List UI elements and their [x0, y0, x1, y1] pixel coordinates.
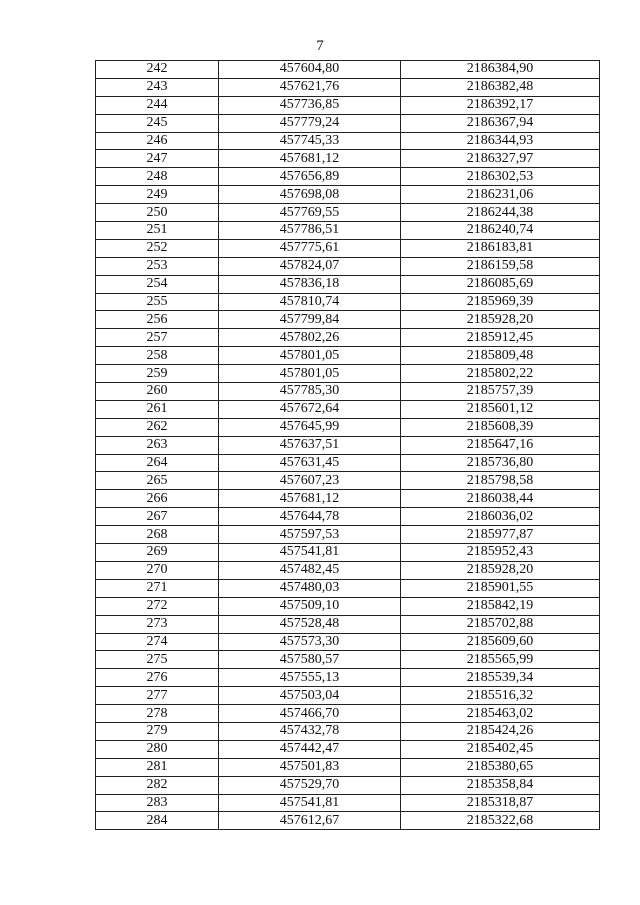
- x-coordinate-cell: 457645,99: [219, 418, 401, 436]
- point-number-cell: 282: [96, 776, 219, 794]
- table-row: [96, 633, 600, 651]
- y-coordinate-cell: 2185402,45: [401, 740, 600, 758]
- x-coordinate-cell: 457573,30: [219, 633, 401, 651]
- y-coordinate-cell: 2185809,48: [401, 347, 600, 365]
- y-coordinate-cell: 2185380,65: [401, 758, 600, 776]
- table-row: [96, 705, 600, 723]
- point-number-cell: 259: [96, 365, 219, 383]
- coordinates-table: [95, 60, 600, 830]
- point-number-cell: 280: [96, 740, 219, 758]
- table-row: [96, 311, 600, 329]
- point-number-cell: 251: [96, 222, 219, 240]
- x-coordinate-cell: 457612,67: [219, 812, 401, 830]
- point-number-cell: 281: [96, 758, 219, 776]
- point-number-cell: 278: [96, 705, 219, 723]
- point-number-cell: 261: [96, 400, 219, 418]
- y-coordinate-cell: 2185952,43: [401, 544, 600, 562]
- point-number-cell: 244: [96, 96, 219, 114]
- point-number-cell: 262: [96, 418, 219, 436]
- y-coordinate-cell: 2185702,88: [401, 615, 600, 633]
- y-coordinate-cell: 2185358,84: [401, 776, 600, 794]
- x-coordinate-cell: 457541,81: [219, 794, 401, 812]
- x-coordinate-cell: 457698,08: [219, 186, 401, 204]
- x-coordinate-cell: 457836,18: [219, 275, 401, 293]
- x-coordinate-cell: 457824,07: [219, 257, 401, 275]
- table-row: [96, 508, 600, 526]
- y-coordinate-cell: 2185928,20: [401, 561, 600, 579]
- y-coordinate-cell: 2186183,81: [401, 239, 600, 257]
- point-number-cell: 250: [96, 204, 219, 222]
- point-number-cell: 283: [96, 794, 219, 812]
- table-row: [96, 490, 600, 508]
- table-row: [96, 615, 600, 633]
- y-coordinate-cell: 2186038,44: [401, 490, 600, 508]
- y-coordinate-cell: 2186382,48: [401, 78, 600, 96]
- point-number-cell: 273: [96, 615, 219, 633]
- y-coordinate-cell: 2186244,38: [401, 204, 600, 222]
- table-row: [96, 400, 600, 418]
- y-coordinate-cell: 2186036,02: [401, 508, 600, 526]
- point-number-cell: 264: [96, 454, 219, 472]
- point-number-cell: 277: [96, 687, 219, 705]
- table-row: [96, 114, 600, 132]
- y-coordinate-cell: 2186240,74: [401, 222, 600, 240]
- x-coordinate-cell: 457529,70: [219, 776, 401, 794]
- table-row: [96, 544, 600, 562]
- y-coordinate-cell: 2185539,34: [401, 669, 600, 687]
- x-coordinate-cell: 457509,10: [219, 597, 401, 615]
- x-coordinate-cell: 457541,81: [219, 544, 401, 562]
- table-row: [96, 722, 600, 740]
- table-row: [96, 239, 600, 257]
- table-row: [96, 651, 600, 669]
- table-row: [96, 329, 600, 347]
- point-number-cell: 274: [96, 633, 219, 651]
- point-number-cell: 268: [96, 526, 219, 544]
- point-number-cell: 267: [96, 508, 219, 526]
- table-row: [96, 293, 600, 311]
- point-number-cell: 253: [96, 257, 219, 275]
- table-row: [96, 812, 600, 830]
- x-coordinate-cell: 457621,76: [219, 78, 401, 96]
- point-number-cell: 254: [96, 275, 219, 293]
- table-row: [96, 794, 600, 812]
- point-number-cell: 275: [96, 651, 219, 669]
- x-coordinate-cell: 457482,45: [219, 561, 401, 579]
- y-coordinate-cell: 2185318,87: [401, 794, 600, 812]
- point-number-cell: 269: [96, 544, 219, 562]
- table-row: [96, 365, 600, 383]
- y-coordinate-cell: 2186367,94: [401, 114, 600, 132]
- x-coordinate-cell: 457580,57: [219, 651, 401, 669]
- table-row: [96, 687, 600, 705]
- point-number-cell: 257: [96, 329, 219, 347]
- y-coordinate-cell: 2185969,39: [401, 293, 600, 311]
- table-row: [96, 579, 600, 597]
- table-row: [96, 526, 600, 544]
- table-row: [96, 186, 600, 204]
- x-coordinate-cell: 457775,61: [219, 239, 401, 257]
- table-row: [96, 436, 600, 454]
- y-coordinate-cell: 2185647,16: [401, 436, 600, 454]
- x-coordinate-cell: 457672,64: [219, 400, 401, 418]
- y-coordinate-cell: 2186159,58: [401, 257, 600, 275]
- y-coordinate-cell: 2185424,26: [401, 722, 600, 740]
- y-coordinate-cell: 2185798,58: [401, 472, 600, 490]
- point-number-cell: 284: [96, 812, 219, 830]
- y-coordinate-cell: 2185802,22: [401, 365, 600, 383]
- y-coordinate-cell: 2186344,93: [401, 132, 600, 150]
- table-row: [96, 740, 600, 758]
- point-number-cell: 255: [96, 293, 219, 311]
- table-row: [96, 597, 600, 615]
- page-number: 7: [316, 38, 324, 54]
- x-coordinate-cell: 457786,51: [219, 222, 401, 240]
- point-number-cell: 272: [96, 597, 219, 615]
- table-row: [96, 758, 600, 776]
- table-row: [96, 776, 600, 794]
- x-coordinate-cell: 457656,89: [219, 168, 401, 186]
- coordinates-table-body: [96, 61, 600, 830]
- table-row: [96, 78, 600, 96]
- point-number-cell: 243: [96, 78, 219, 96]
- x-coordinate-cell: 457801,05: [219, 347, 401, 365]
- y-coordinate-cell: 2185463,02: [401, 705, 600, 723]
- y-coordinate-cell: 2186302,53: [401, 168, 600, 186]
- y-coordinate-cell: 2185912,45: [401, 329, 600, 347]
- x-coordinate-cell: 457810,74: [219, 293, 401, 311]
- x-coordinate-cell: 457681,12: [219, 490, 401, 508]
- x-coordinate-cell: 457604,80: [219, 61, 401, 79]
- table-row: [96, 132, 600, 150]
- point-number-cell: 247: [96, 150, 219, 168]
- x-coordinate-cell: 457501,83: [219, 758, 401, 776]
- y-coordinate-cell: 2186327,97: [401, 150, 600, 168]
- x-coordinate-cell: 457597,53: [219, 526, 401, 544]
- point-number-cell: 270: [96, 561, 219, 579]
- x-coordinate-cell: 457555,13: [219, 669, 401, 687]
- y-coordinate-cell: 2185601,12: [401, 400, 600, 418]
- table-row: [96, 257, 600, 275]
- y-coordinate-cell: 2185736,80: [401, 454, 600, 472]
- y-coordinate-cell: 2185977,87: [401, 526, 600, 544]
- x-coordinate-cell: 457432,78: [219, 722, 401, 740]
- x-coordinate-cell: 457607,23: [219, 472, 401, 490]
- table-row: [96, 222, 600, 240]
- table-row: [96, 96, 600, 114]
- y-coordinate-cell: 2185842,19: [401, 597, 600, 615]
- x-coordinate-cell: 457442,47: [219, 740, 401, 758]
- table-row: [96, 383, 600, 401]
- x-coordinate-cell: 457802,26: [219, 329, 401, 347]
- y-coordinate-cell: 2185901,55: [401, 579, 600, 597]
- y-coordinate-cell: 2186231,06: [401, 186, 600, 204]
- x-coordinate-cell: 457745,33: [219, 132, 401, 150]
- point-number-cell: 260: [96, 383, 219, 401]
- point-number-cell: 248: [96, 168, 219, 186]
- x-coordinate-cell: 457631,45: [219, 454, 401, 472]
- point-number-cell: 249: [96, 186, 219, 204]
- point-number-cell: 246: [96, 132, 219, 150]
- point-number-cell: 271: [96, 579, 219, 597]
- point-number-cell: 263: [96, 436, 219, 454]
- y-coordinate-cell: 2185608,39: [401, 418, 600, 436]
- table-row: [96, 561, 600, 579]
- y-coordinate-cell: 2185928,20: [401, 311, 600, 329]
- point-number-cell: 266: [96, 490, 219, 508]
- x-coordinate-cell: 457480,03: [219, 579, 401, 597]
- point-number-cell: 258: [96, 347, 219, 365]
- x-coordinate-cell: 457466,70: [219, 705, 401, 723]
- y-coordinate-cell: 2185322,68: [401, 812, 600, 830]
- point-number-cell: 242: [96, 61, 219, 79]
- x-coordinate-cell: 457736,85: [219, 96, 401, 114]
- x-coordinate-cell: 457503,04: [219, 687, 401, 705]
- point-number-cell: 279: [96, 722, 219, 740]
- point-number-cell: 252: [96, 239, 219, 257]
- y-coordinate-cell: 2186392,17: [401, 96, 600, 114]
- point-number-cell: 265: [96, 472, 219, 490]
- x-coordinate-cell: 457779,24: [219, 114, 401, 132]
- x-coordinate-cell: 457637,51: [219, 436, 401, 454]
- table-row: [96, 472, 600, 490]
- table-row: [96, 275, 600, 293]
- x-coordinate-cell: 457769,55: [219, 204, 401, 222]
- x-coordinate-cell: 457785,30: [219, 383, 401, 401]
- y-coordinate-cell: 2185565,99: [401, 651, 600, 669]
- table-row: [96, 418, 600, 436]
- x-coordinate-cell: 457799,84: [219, 311, 401, 329]
- table-row: [96, 61, 600, 79]
- table-row: [96, 168, 600, 186]
- table-row: [96, 150, 600, 168]
- point-number-cell: 276: [96, 669, 219, 687]
- table-row: [96, 669, 600, 687]
- point-number-cell: 245: [96, 114, 219, 132]
- table-row: [96, 454, 600, 472]
- x-coordinate-cell: 457681,12: [219, 150, 401, 168]
- y-coordinate-cell: 2185516,32: [401, 687, 600, 705]
- y-coordinate-cell: 2185757,39: [401, 383, 600, 401]
- y-coordinate-cell: 2186384,90: [401, 61, 600, 79]
- point-number-cell: 256: [96, 311, 219, 329]
- y-coordinate-cell: 2186085,69: [401, 275, 600, 293]
- x-coordinate-cell: 457644,78: [219, 508, 401, 526]
- table-row: [96, 347, 600, 365]
- x-coordinate-cell: 457528,48: [219, 615, 401, 633]
- y-coordinate-cell: 2185609,60: [401, 633, 600, 651]
- x-coordinate-cell: 457801,05: [219, 365, 401, 383]
- table-row: [96, 204, 600, 222]
